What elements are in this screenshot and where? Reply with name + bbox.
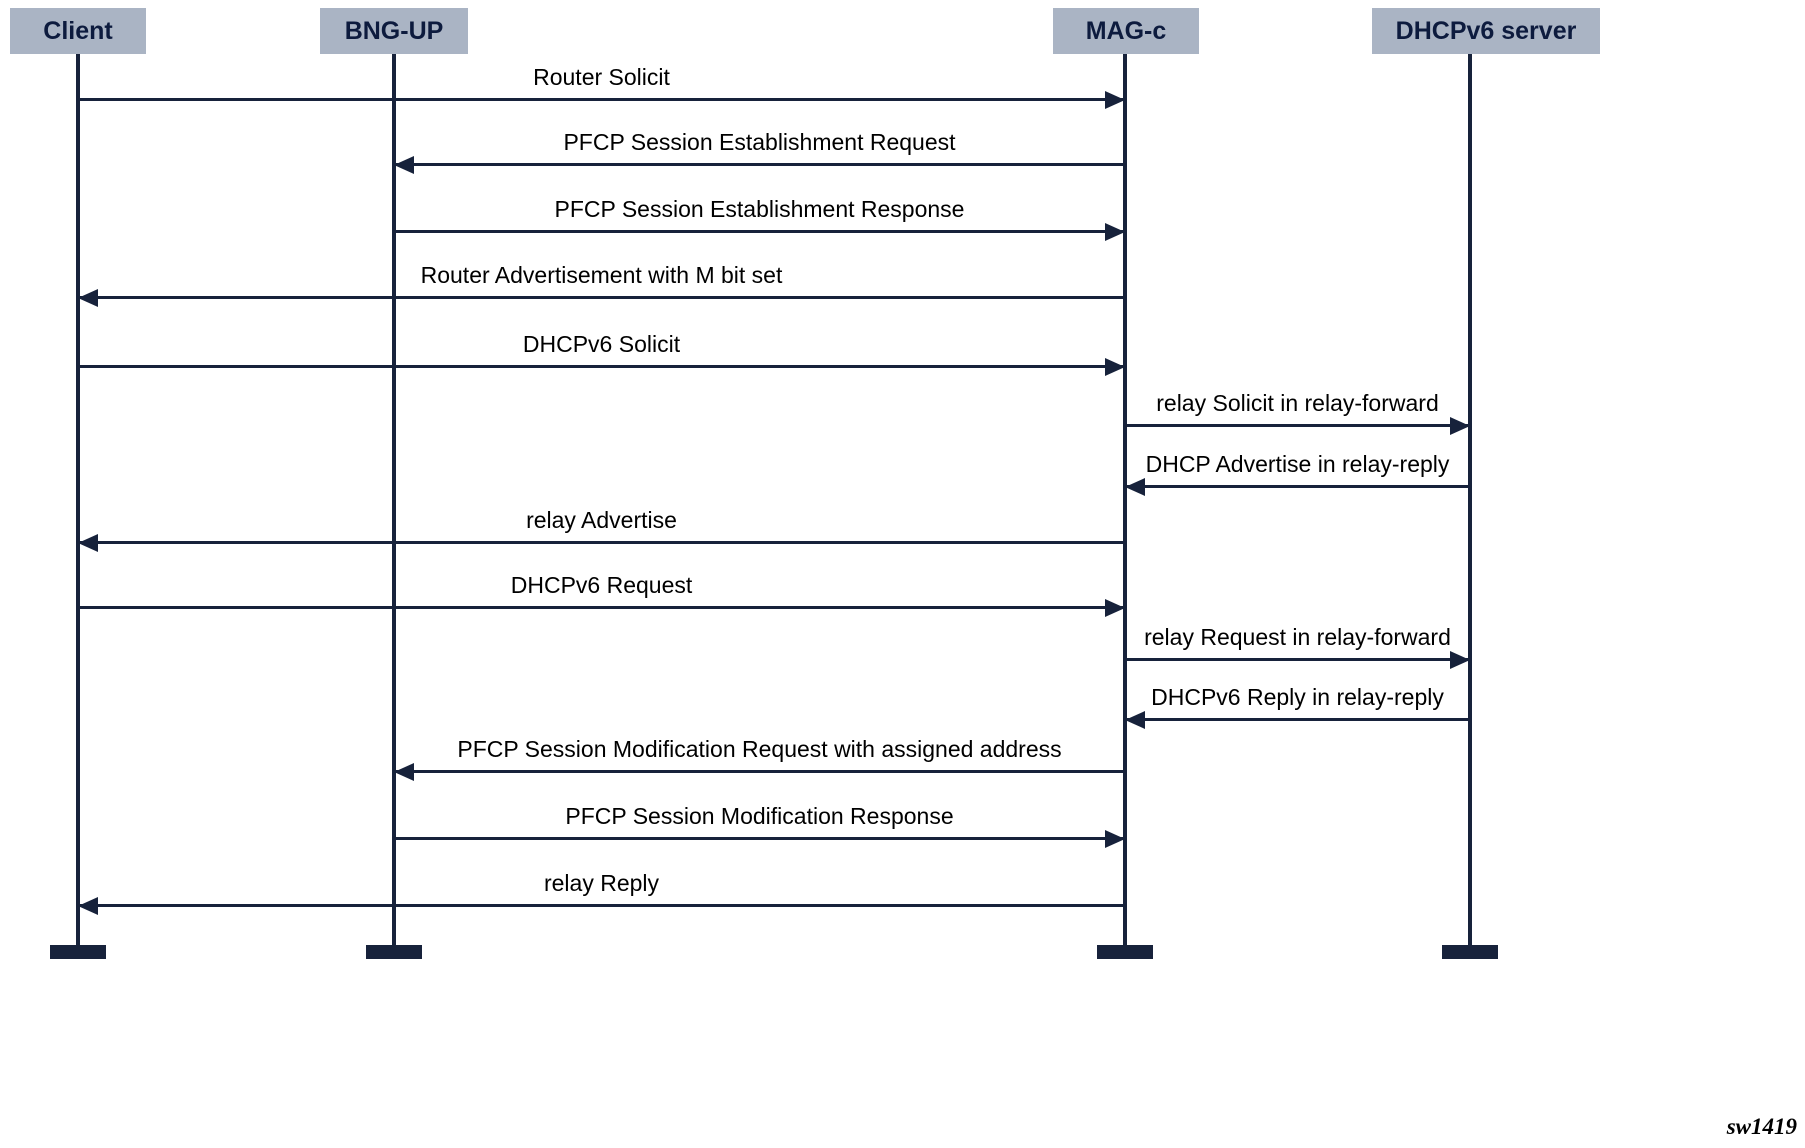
message-arrow-head [1105,830,1125,848]
lifeline-header-bng-up: BNG-UP [320,8,468,54]
message-arrow-head [394,763,414,781]
message-arrow-shaft [394,770,1125,773]
lifeline-terminator [1442,945,1498,959]
message-arrow-head [1125,478,1145,496]
message-arrow-head [78,897,98,915]
message-arrow-head [78,534,98,552]
message-label: DHCPv6 Reply in relay-reply [1151,684,1444,710]
message-arrow-head [1125,711,1145,729]
figure-id-label: sw1419 [1726,1114,1797,1139]
message-label: DHCPv6 Request [510,572,693,598]
lifeline-header-mag-c: MAG-c [1053,8,1199,54]
message-arrow-shaft [394,163,1125,166]
message-arrow-head [394,156,414,174]
message-label: relay Solicit in relay-forward [1156,390,1439,416]
message-arrow-shaft [1125,718,1470,721]
message-label: relay Advertise [526,507,677,533]
message-label: DHCPv6 Solicit [522,331,681,357]
message-label: PFCP Session Establishment Response [554,196,965,222]
message-label: PFCP Session Modification Response [565,803,954,829]
message-label: relay Request in relay-forward [1144,624,1451,650]
message-arrow-shaft [78,296,1125,299]
message-label: PFCP Session Establishment Request [563,129,956,155]
message-arrow-head [1105,358,1125,376]
lifeline-terminator [366,945,422,959]
message-arrow-shaft [78,541,1125,544]
message-arrow-shaft [78,606,1125,609]
message-arrow-shaft [1125,658,1470,661]
message-label: PFCP Session Modification Request with assigned address [457,736,1062,762]
message-arrow-shaft [394,230,1125,233]
message-label: Router Advertisement with M bit set [420,262,783,288]
message-arrow-shaft [1125,424,1470,427]
lifeline-axis [76,54,80,945]
message-arrow-head [1450,651,1470,669]
message-label: DHCP Advertise in relay-reply [1145,451,1450,477]
message-arrow-shaft [78,98,1125,101]
message-arrow-shaft [394,837,1125,840]
lifeline-axis [1468,54,1472,945]
message-label: relay Reply [543,870,660,896]
message-arrow-head [1105,223,1125,241]
message-arrow-head [1105,599,1125,617]
message-arrow-head [78,289,98,307]
message-arrow-head [1105,91,1125,109]
message-arrow-shaft [1125,485,1470,488]
lifeline-terminator [1097,945,1153,959]
message-label: Router Solicit [533,64,670,90]
lifeline-terminator [50,945,106,959]
lifeline-header-client: Client [10,8,146,54]
message-arrow-shaft [78,904,1125,907]
message-arrow-head [1450,417,1470,435]
lifeline-header-dhcpv6-server: DHCPv6 server [1372,8,1600,54]
message-arrow-shaft [78,365,1125,368]
